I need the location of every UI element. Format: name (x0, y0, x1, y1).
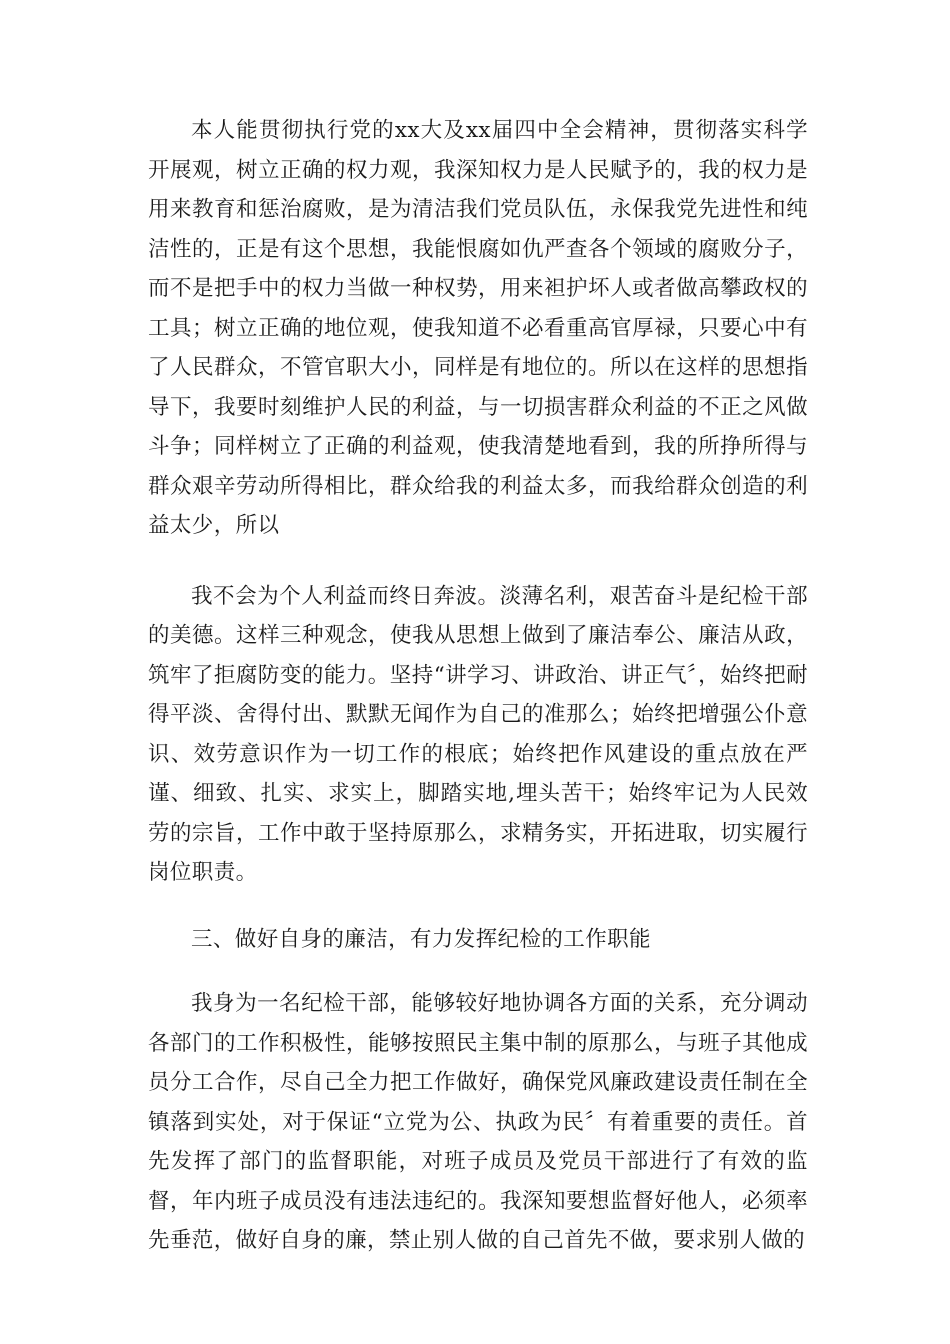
paragraph-1: 本人能贯彻执行党的xx大及xx届四中全会精神，贯彻落实科学开展观，树立正确的权力观，我深知权力是人民赋予的，我的权力是用来教育和惩治腐败，是为清洁我们党员队伍，永保我党先进性和纯洁性的，正是有这个思想，我能恨腐如仇严查各个领域的腐败分子，而不是把手中的权力当做一种权势，用来袒护坏人或者做高攀政权的工具；树立正确的地位观，使我知道不必看重高官厚禄，只要心中有了人民群众，不管官职大小，同样是有地位的。所以在这样的思想指导下，我要时刻维护人民的利益，与一切损害群众利益的不正之风做斗争；同样树立了正确的利益观，使我清楚地看到，我的所挣所得与群众艰辛劳动所得相比，群众给我的利益太多，而我给群众创造的利益太少，所以 (148, 118, 808, 538)
paragraph-2: 我不会为个人利益而终日奔波。淡薄名利，艰苦奋斗是纪检干部的美德。这样三种观念，使我从思想上做到了廉洁奉公、廉洁从政，筑牢了拒腐防变的能力。坚持“讲学习、讲政治、讲正气〞，始终把耐得平淡、舍得付出、默默无闻作为自己的准那么；始终把增强公仆意识、效劳意识作为一切工作的根底；始终把作风建设的重点放在严谨、细致、扎实、求实上，脚踏实地,埋头苦干；始终牢记为人民效劳的宗旨，工作中敢于坚持原那么，求精务实，开拓进取，切实履行岗位职责。 (148, 583, 808, 885)
paragraph-3: 我身为一名纪检干部，能够较好地协调各方面的关系，充分调动各部门的工作积极性，能够按照民主集中制的原那么，与班子其他成员分工合作，尽自己全力把工作做好，确保党风廉政建设责任制在全镇落到实处，对于保证“立党为公、执政为民〞有着重要的责任。首先发挥了部门的监督职能，对班子成员及党员干部进行了有效的监督，年内班子成员没有违法违纪的。我深知要想监督好他人，必须率先垂范，做好自身的廉，禁止别人做的自己首先不做，要求别人做的 (148, 991, 808, 1253)
section-heading: 三、做好自身的廉洁，有力发挥纪检的工作职能 (191, 926, 651, 952)
document-page (148, 111, 808, 1261)
